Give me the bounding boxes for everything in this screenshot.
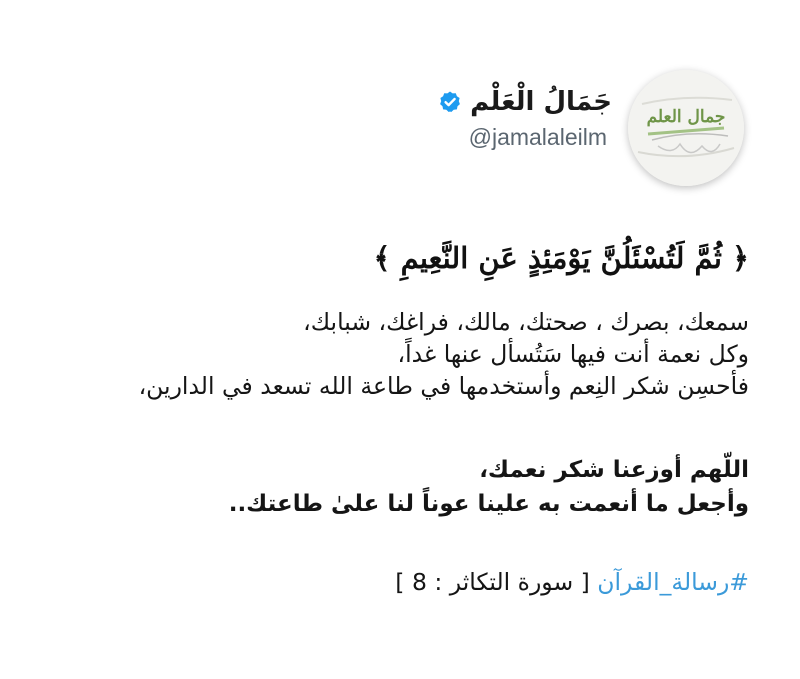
post-footer bbox=[49, 562, 749, 602]
dua-line: وأجعل ما أنعمت به علينا عوناً لنا علىٰ طاعتك.. bbox=[228, 491, 749, 517]
quran-verse: ﴿ ثُمَّ لَتُسْئَلُنَّ يَوْمَئِذٍ عَنِ النَّعِيمِ ﴾ bbox=[373, 241, 749, 275]
dua-text bbox=[49, 453, 749, 521]
body-line: سمعك، بصرك ، صحتك، مالك، فراغك، شبابك، bbox=[303, 308, 749, 336]
body-line: وكل نعمة أنت فيها سَتُسأل عنها غداً، bbox=[397, 340, 749, 368]
calligraphy-logo-icon bbox=[628, 70, 744, 186]
avatar[interactable] bbox=[628, 70, 744, 186]
post-body bbox=[49, 306, 749, 402]
avatar-logo-text: جمال العلم bbox=[646, 107, 726, 127]
display-name[interactable]: جَمَالُ الْعَلْم bbox=[470, 87, 612, 117]
hashtag-link[interactable]: #رسالة_القرآن bbox=[597, 568, 749, 596]
body-line: فأحسِن شكر النِعم وأستخدمها في طاعة الله تسعد في الدارين، bbox=[138, 372, 749, 400]
surah-reference: [ سورة التكاثر : 8 ] bbox=[395, 568, 590, 596]
verified-badge-icon bbox=[438, 90, 462, 114]
profile-name-row bbox=[438, 84, 612, 120]
dua-line: اللّهم أوزعنا شكر نعمك، bbox=[479, 457, 749, 483]
username[interactable]: @jamalaleilm bbox=[468, 124, 607, 150]
